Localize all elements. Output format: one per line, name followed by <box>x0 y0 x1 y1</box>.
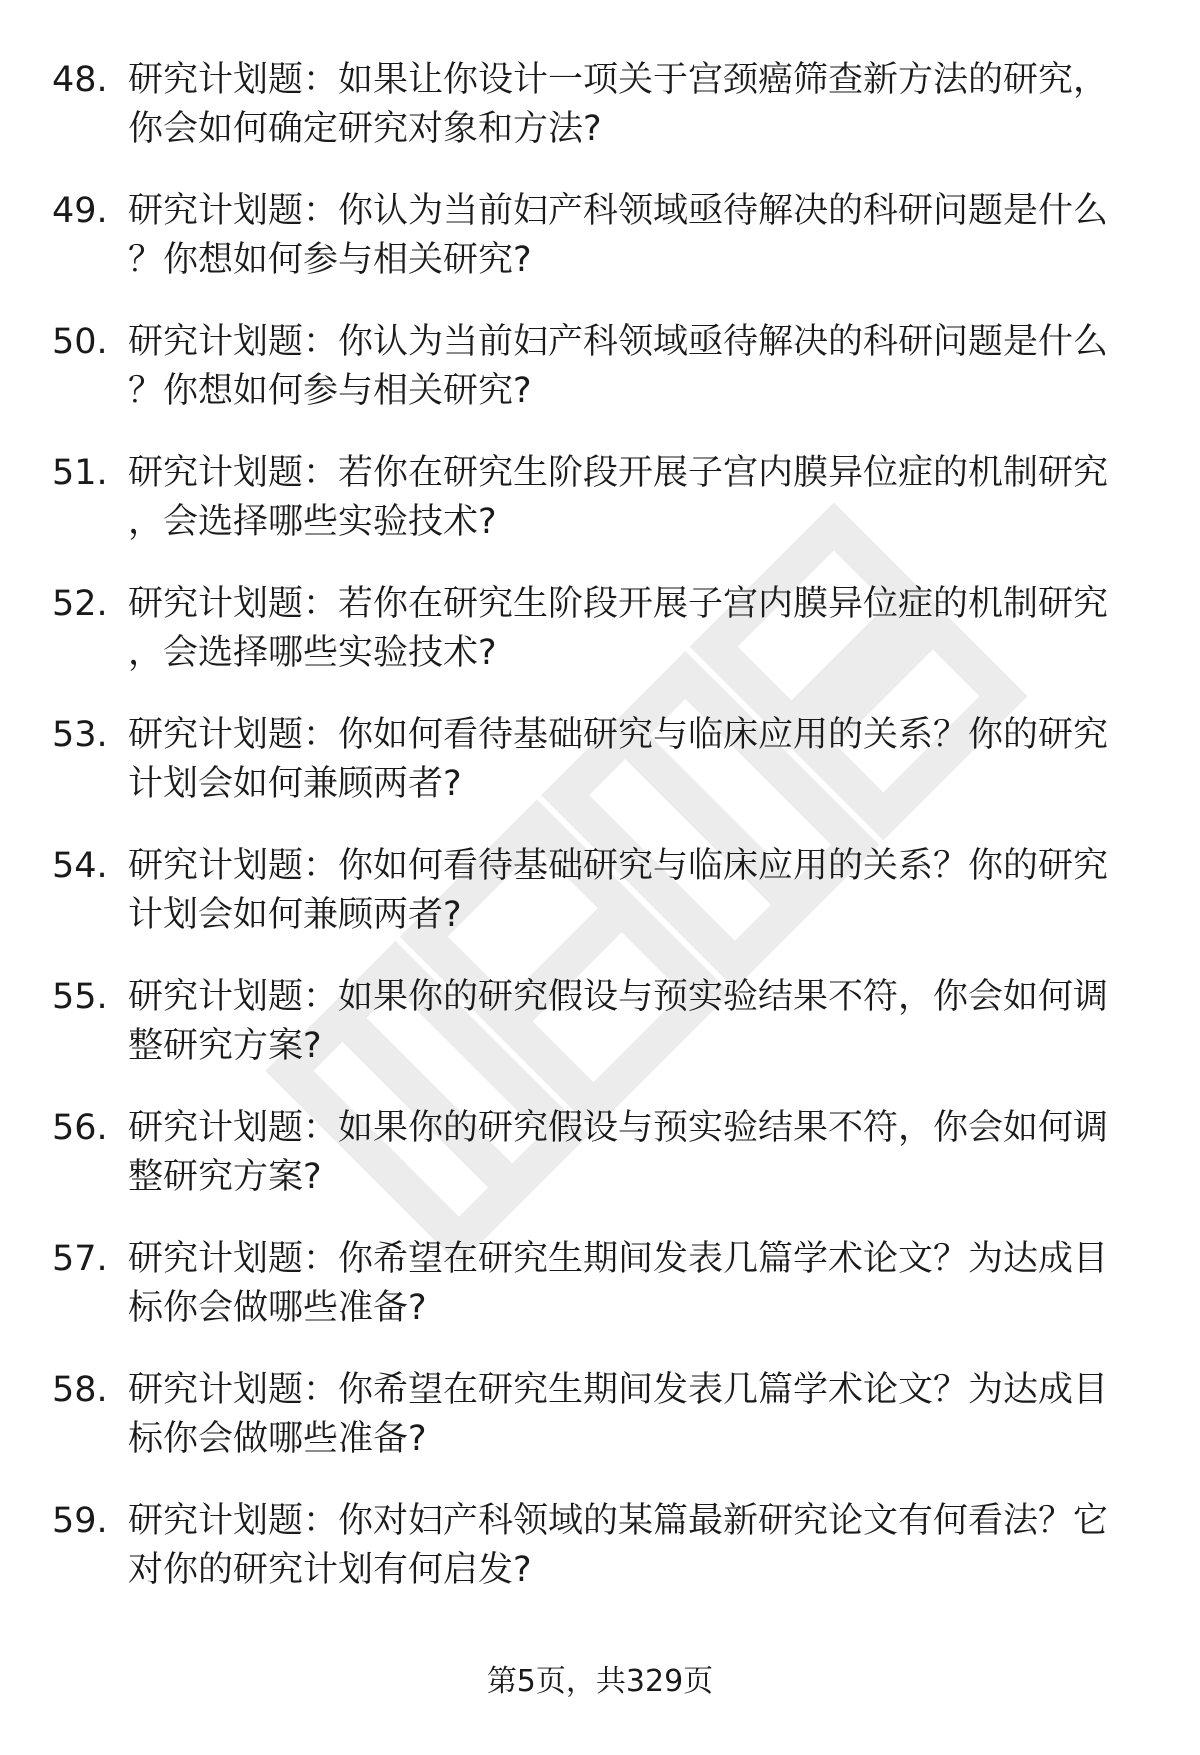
question-text: 研究计划题：你认为当前妇产科领域亟待解决的科研问题是什么？你想如何参与相关研究? <box>128 191 1109 280</box>
question-number: 52. <box>52 584 108 624</box>
list-item <box>0 580 1200 711</box>
question-number: 53. <box>52 715 108 755</box>
list-item <box>0 1104 1200 1235</box>
list-item <box>0 711 1200 842</box>
list-item <box>0 449 1200 580</box>
question-text: 研究计划题：你如何看待基础研究与临床应用的关系？你的研究计划会如何兼顾两者? <box>128 715 1109 804</box>
question-number: 58. <box>52 1370 108 1410</box>
question-number: 49. <box>52 191 108 231</box>
list-item <box>0 318 1200 449</box>
question-number: 50. <box>52 322 108 362</box>
list-item <box>0 1235 1200 1366</box>
list-item <box>0 842 1200 973</box>
question-text: 研究计划题：你希望在研究生期间发表几篇学术论文？为达成目标你会做哪些准备? <box>128 1239 1109 1328</box>
list-item <box>0 973 1200 1104</box>
question-number: 51. <box>52 453 108 493</box>
page-number-footer: 第5页，共329页 <box>486 1664 714 1699</box>
list-item <box>0 56 1200 187</box>
question-text: 研究计划题：如果让你设计一项关于宫颈癌筛查新方法的研究，你会如何确定研究对象和方法? <box>128 60 1109 149</box>
list-item <box>0 1497 1200 1628</box>
question-text: 研究计划题：如果你的研究假设与预实验结果不符，你会如何调整研究方案? <box>128 1108 1109 1197</box>
list-item <box>0 1366 1200 1497</box>
list-item <box>0 187 1200 318</box>
question-number: 55. <box>52 977 108 1017</box>
question-text: 研究计划题：若你在研究生阶段开展子宫内膜异位症的机制研究，会选择哪些实验技术? <box>128 584 1109 673</box>
question-number: 54. <box>52 846 108 886</box>
question-text: 研究计划题：你认为当前妇产科领域亟待解决的科研问题是什么？你想如何参与相关研究? <box>128 322 1109 411</box>
question-text: 研究计划题：你如何看待基础研究与临床应用的关系？你的研究计划会如何兼顾两者? <box>128 846 1109 935</box>
question-number: 56. <box>52 1108 108 1148</box>
question-text: 研究计划题：你希望在研究生期间发表几篇学术论文？为达成目标你会做哪些准备? <box>128 1370 1109 1459</box>
question-number: 48. <box>52 60 108 100</box>
question-text: 研究计划题：你对妇产科领域的某篇最新研究论文有何看法？它对你的研究计划有何启发? <box>128 1501 1109 1590</box>
question-text: 研究计划题：如果你的研究假设与预实验结果不符，你会如何调整研究方案? <box>128 977 1109 1066</box>
question-text: 研究计划题：若你在研究生阶段开展子宫内膜异位症的机制研究，会选择哪些实验技术? <box>128 453 1109 542</box>
question-list <box>0 56 1200 1628</box>
question-number: 59. <box>52 1501 108 1541</box>
question-number: 57. <box>52 1239 108 1279</box>
